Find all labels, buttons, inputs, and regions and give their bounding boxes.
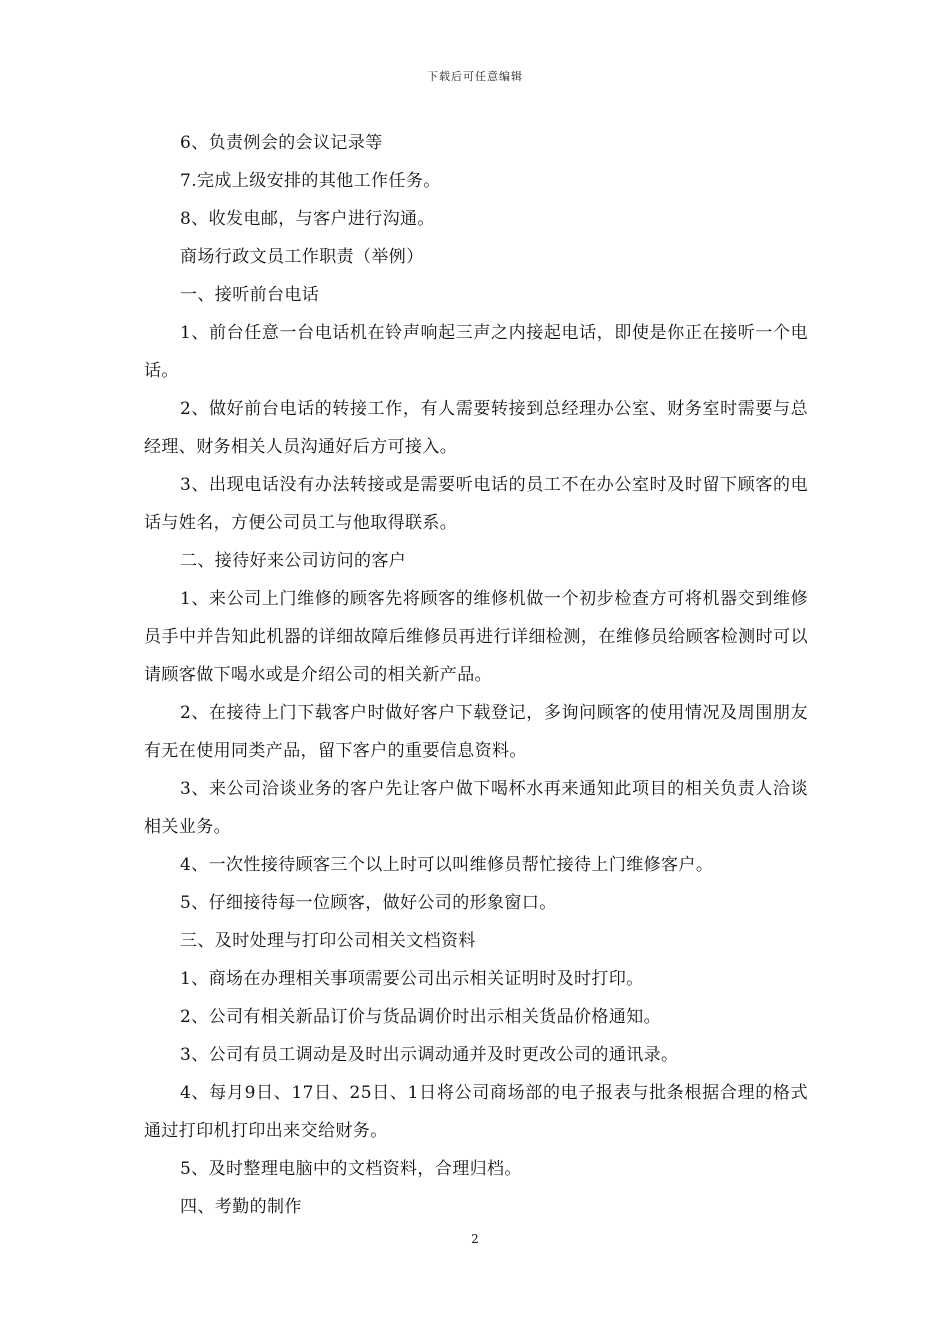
section-title: 商场行政文员工作职责（举例） (180, 247, 424, 267)
paragraph: 1、来公司上门维修的顾客先将顾客的维修机做一个初步检查方可将机器交到维修员手中并告知此机器的详细故障后维修员再进行详细检测，在维修员给顾客检测时可以请顾客做下喝水或是介绍公司的相关新产品。 (144, 589, 808, 685)
paragraph: 2、做好前台电话的转接工作，有人需要转接到总经理办公室、财务室时需要与总经理、财务相关人员沟通好后方可接入。 (144, 399, 808, 457)
paragraph: 3、来公司洽谈业务的客户先让客户做下喝杯水再来通知此项目的相关负责人洽谈相关业务。 (144, 779, 808, 837)
paragraph: 6、负责例会的会议记录等 (180, 133, 383, 153)
paragraph: 8、收发电邮，与客户进行沟通。 (180, 209, 435, 229)
paragraph: 1、前台任意一台电话机在铃声响起三声之内接起电话，即使是你正在接听一个电话。 (144, 323, 808, 381)
section-heading: 三、及时处理与打印公司相关文档资料 (180, 931, 476, 951)
paragraph: 2、公司有相关新品订价与货品调价时出示相关货品价格通知。 (180, 1007, 662, 1027)
page-number: 2 (471, 1232, 479, 1246)
paragraph: 7.完成上级安排的其他工作任务。 (180, 171, 441, 191)
paragraph: 5、及时整理电脑中的文档资料，合理归档。 (180, 1159, 522, 1179)
paragraph: 5、仔细接待每一位顾客，做好公司的形象窗口。 (180, 893, 557, 913)
paragraph: 4、一次性接待顾客三个以上时可以叫维修员帮忙接待上门维修客户。 (180, 855, 714, 875)
paragraph: 1、商场在办理相关事项需要公司出示相关证明时及时打印。 (180, 969, 644, 989)
page-header-note: 下载后可任意编辑 (427, 70, 523, 83)
section-heading: 一、接听前台电话 (180, 285, 320, 305)
paragraph: 2、在接待上门下载客户时做好客户下载登记，多询问顾客的使用情况及周围朋友有无在使用同类产品，留下客户的重要信息资料。 (144, 703, 808, 761)
paragraph: 4、每月9日、17日、25日、1日将公司商场部的电子报表与批条根据合理的格式通过打印机打印出来交给财务。 (144, 1083, 808, 1141)
section-heading: 四、考勤的制作 (180, 1197, 302, 1217)
paragraph: 3、公司有员工调动是及时出示调动通并及时更改公司的通讯录。 (180, 1045, 679, 1065)
paragraph: 3、出现电话没有办法转接或是需要听电话的员工不在办公室时及时留下顾客的电话与姓名，方便公司员工与他取得联系。 (144, 475, 808, 533)
section-heading: 二、接待好来公司访问的客户 (180, 551, 407, 571)
document-body (144, 124, 808, 1226)
